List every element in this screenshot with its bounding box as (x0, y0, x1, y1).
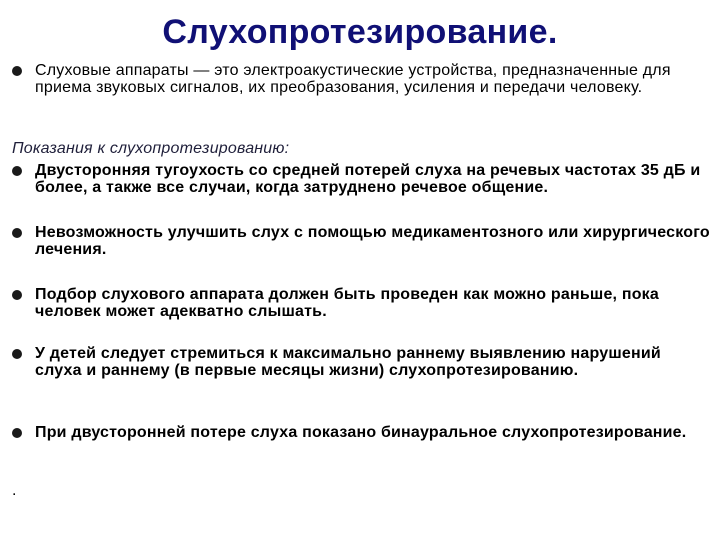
trailing-mark: . (12, 482, 17, 499)
indication-item-5 (12, 424, 712, 441)
indication-text-1: Двусторонняя тугоухость со средней потерей слуха на речевых частотах 35 дБ и более, а также все случаи, когда затруднено речевое общение. (35, 162, 701, 196)
indication-text-4: У детей следует стремиться к максимально раннему выявлению нарушений слуха и раннему (в первые месяцы жизни) слухопротезированию. (35, 345, 661, 379)
bullet-icon (12, 349, 22, 359)
indication-item-2 (12, 224, 712, 258)
bullet-icon (12, 66, 22, 76)
indication-text-3: Подбор слухового аппарата должен быть проведен как можно раньше, пока человек может адекватно слышать. (35, 286, 659, 320)
bullet-icon (12, 228, 22, 238)
indication-item-3 (12, 286, 712, 320)
intro-bullet-item (12, 62, 712, 96)
bullet-icon (12, 166, 22, 176)
slide-title: Слухопротезирование. (162, 13, 558, 51)
indication-text-5: При двусторонней потере слуха показано бинауральное слухопротезирование. (35, 424, 687, 441)
intro-bullet-text: Слуховые аппараты — это электроакустические устройства, предназначенные для приема звуковых сигналов, их преобразования, усиления и передачи человеку. (35, 62, 671, 96)
indication-item-1 (12, 162, 712, 196)
indication-text-2: Невозможность улучшить слух с помощью медикаментозного или хирургического лечения. (35, 224, 710, 258)
indication-item-4 (12, 345, 712, 379)
bullet-icon (12, 428, 22, 438)
bullet-icon (12, 290, 22, 300)
indications-heading: Показания к слухопротезированию: (12, 140, 290, 157)
